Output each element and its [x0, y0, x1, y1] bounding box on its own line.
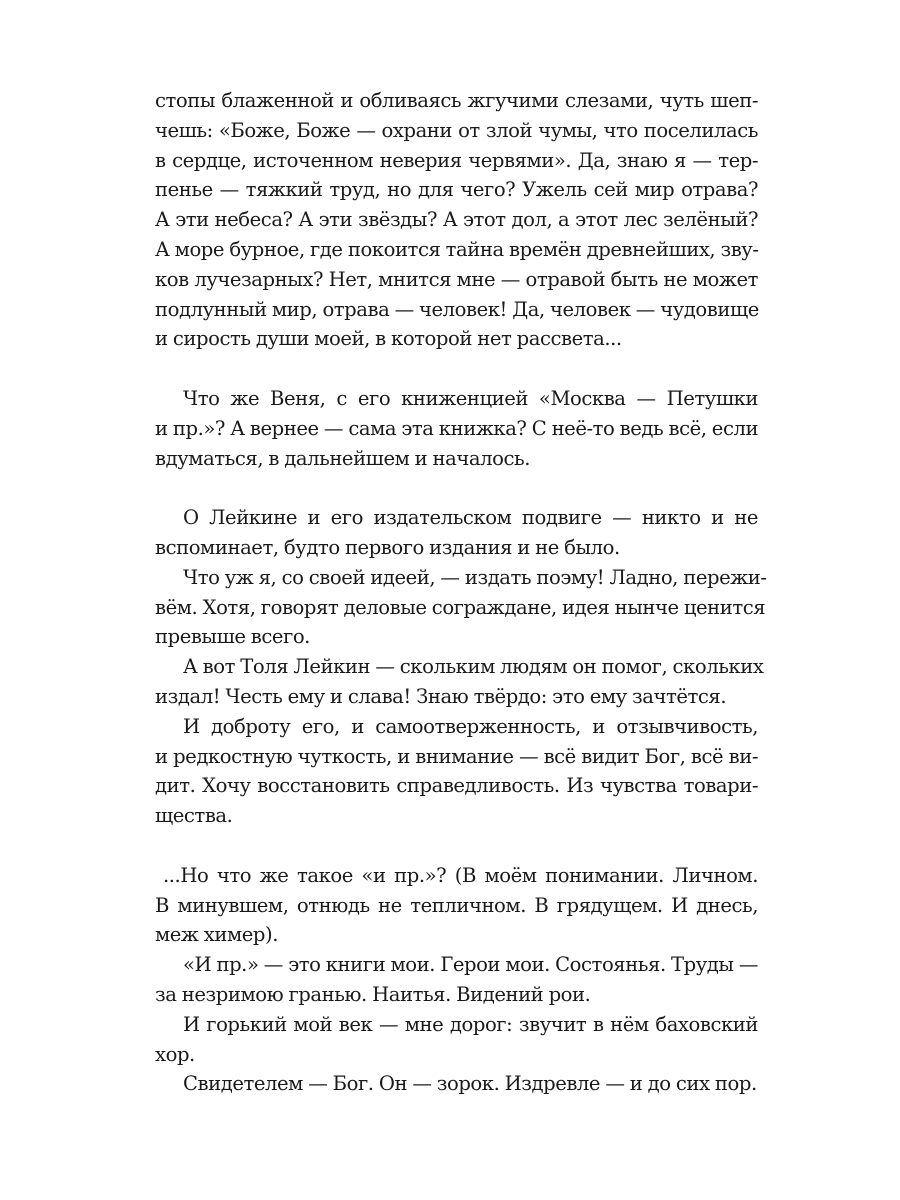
text-line: за незримою гранью. Наитья. Видений рои. [155, 982, 591, 1006]
paragraph [155, 86, 758, 354]
paragraph [155, 503, 758, 563]
paragraph [155, 1069, 758, 1099]
paragraph [155, 1010, 758, 1070]
text-line: хор. [155, 1042, 195, 1066]
text-line: А вот Толя Лейкин — скольким людям он помог, скольких [183, 655, 764, 679]
text-line: стопы блаженной и обливаясь жгучими слезами, чуть шеп- [155, 89, 758, 112]
text-line: В минувшем, отнюдь не тепличном. В грядущем. И днесь, [155, 893, 758, 917]
text-line: в сердце, источенном неверия червями». Да, знаю я — тер- [155, 148, 758, 172]
text-line: дит. Хочу восстановить справедливость. Из чувства товари- [155, 774, 758, 798]
text-line: «И пр.» — это книги мои. Герои мои. Состоянья. Труды — [183, 953, 758, 977]
text-line: чешь: «Боже, Боже — охрани от злой чумы, что поселилась [155, 118, 758, 142]
text-line: щества. [155, 804, 233, 828]
text-line: ков лучезарных? Нет, мнится мне — отравой быть не может [155, 267, 758, 291]
paragraph [155, 712, 758, 831]
text-line: ...Но что же такое «и пр.»? (В моём понимании. Личном. [163, 863, 758, 887]
text-line: А эти небеса? А эти звёзды? А этот дол, а этот лес зелёный? [155, 208, 758, 232]
text-line: превыше всего. [155, 625, 310, 649]
text-line: О Лейкине и его издательском подвиге — никто и не [183, 506, 758, 530]
text-line: Что уж я, со своей идеей, — издать поэму! Ладно, пережи- [183, 565, 767, 589]
text-line: и пр.»? А вернее — сама эта книжка? С неё-то ведь всё, если [155, 416, 759, 440]
paragraph [155, 861, 758, 950]
paragraph-gap [155, 831, 758, 861]
paragraph [155, 950, 758, 1010]
book-page [155, 86, 767, 1099]
text-line: вдуматься, в дальнейшем и началось. [155, 446, 530, 470]
text-line: издал! Честь ему и слава! Знаю твёрдо: это ему зачтётся. [155, 684, 727, 708]
text-line: И доброту его, и самоотверженность, и отзывчивость, [183, 714, 758, 738]
text-line: и редкостную чуткость, и внимание — всё видит Бог, всё ви- [155, 744, 758, 768]
text-line: меж химер). [155, 923, 279, 947]
text-line: пенье — тяжкий труд, но для чего? Ужель сей мир отрава? [155, 178, 758, 202]
text-line: И горький мой век — мне дорог: звучит в нём баховский [183, 1012, 758, 1036]
text-line: вспоминает, будто первого издания и не было. [155, 535, 620, 559]
text-line: подлунный мир, отрава — человек! Да, человек — чудовище [155, 297, 759, 321]
text-line: Что же Веня, с его книженцией «Москва — Петушки [183, 386, 758, 410]
paragraph [155, 563, 767, 652]
text-line: Свидетелем — Бог. Он — зорок. Издревле — и до сих пор. [183, 1072, 757, 1096]
paragraph-gap [155, 473, 758, 503]
paragraph-gap [155, 354, 758, 384]
paragraph [155, 384, 758, 473]
text-line: вём. Хотя, говорят деловые сограждане, идея нынче ценится [155, 595, 766, 619]
paragraph [155, 652, 764, 712]
text-line: и сирость души моей, в которой нет рассвета... [155, 327, 622, 351]
text-line: А море бурное, где покоится тайна времён древнейших, зву- [155, 237, 759, 261]
